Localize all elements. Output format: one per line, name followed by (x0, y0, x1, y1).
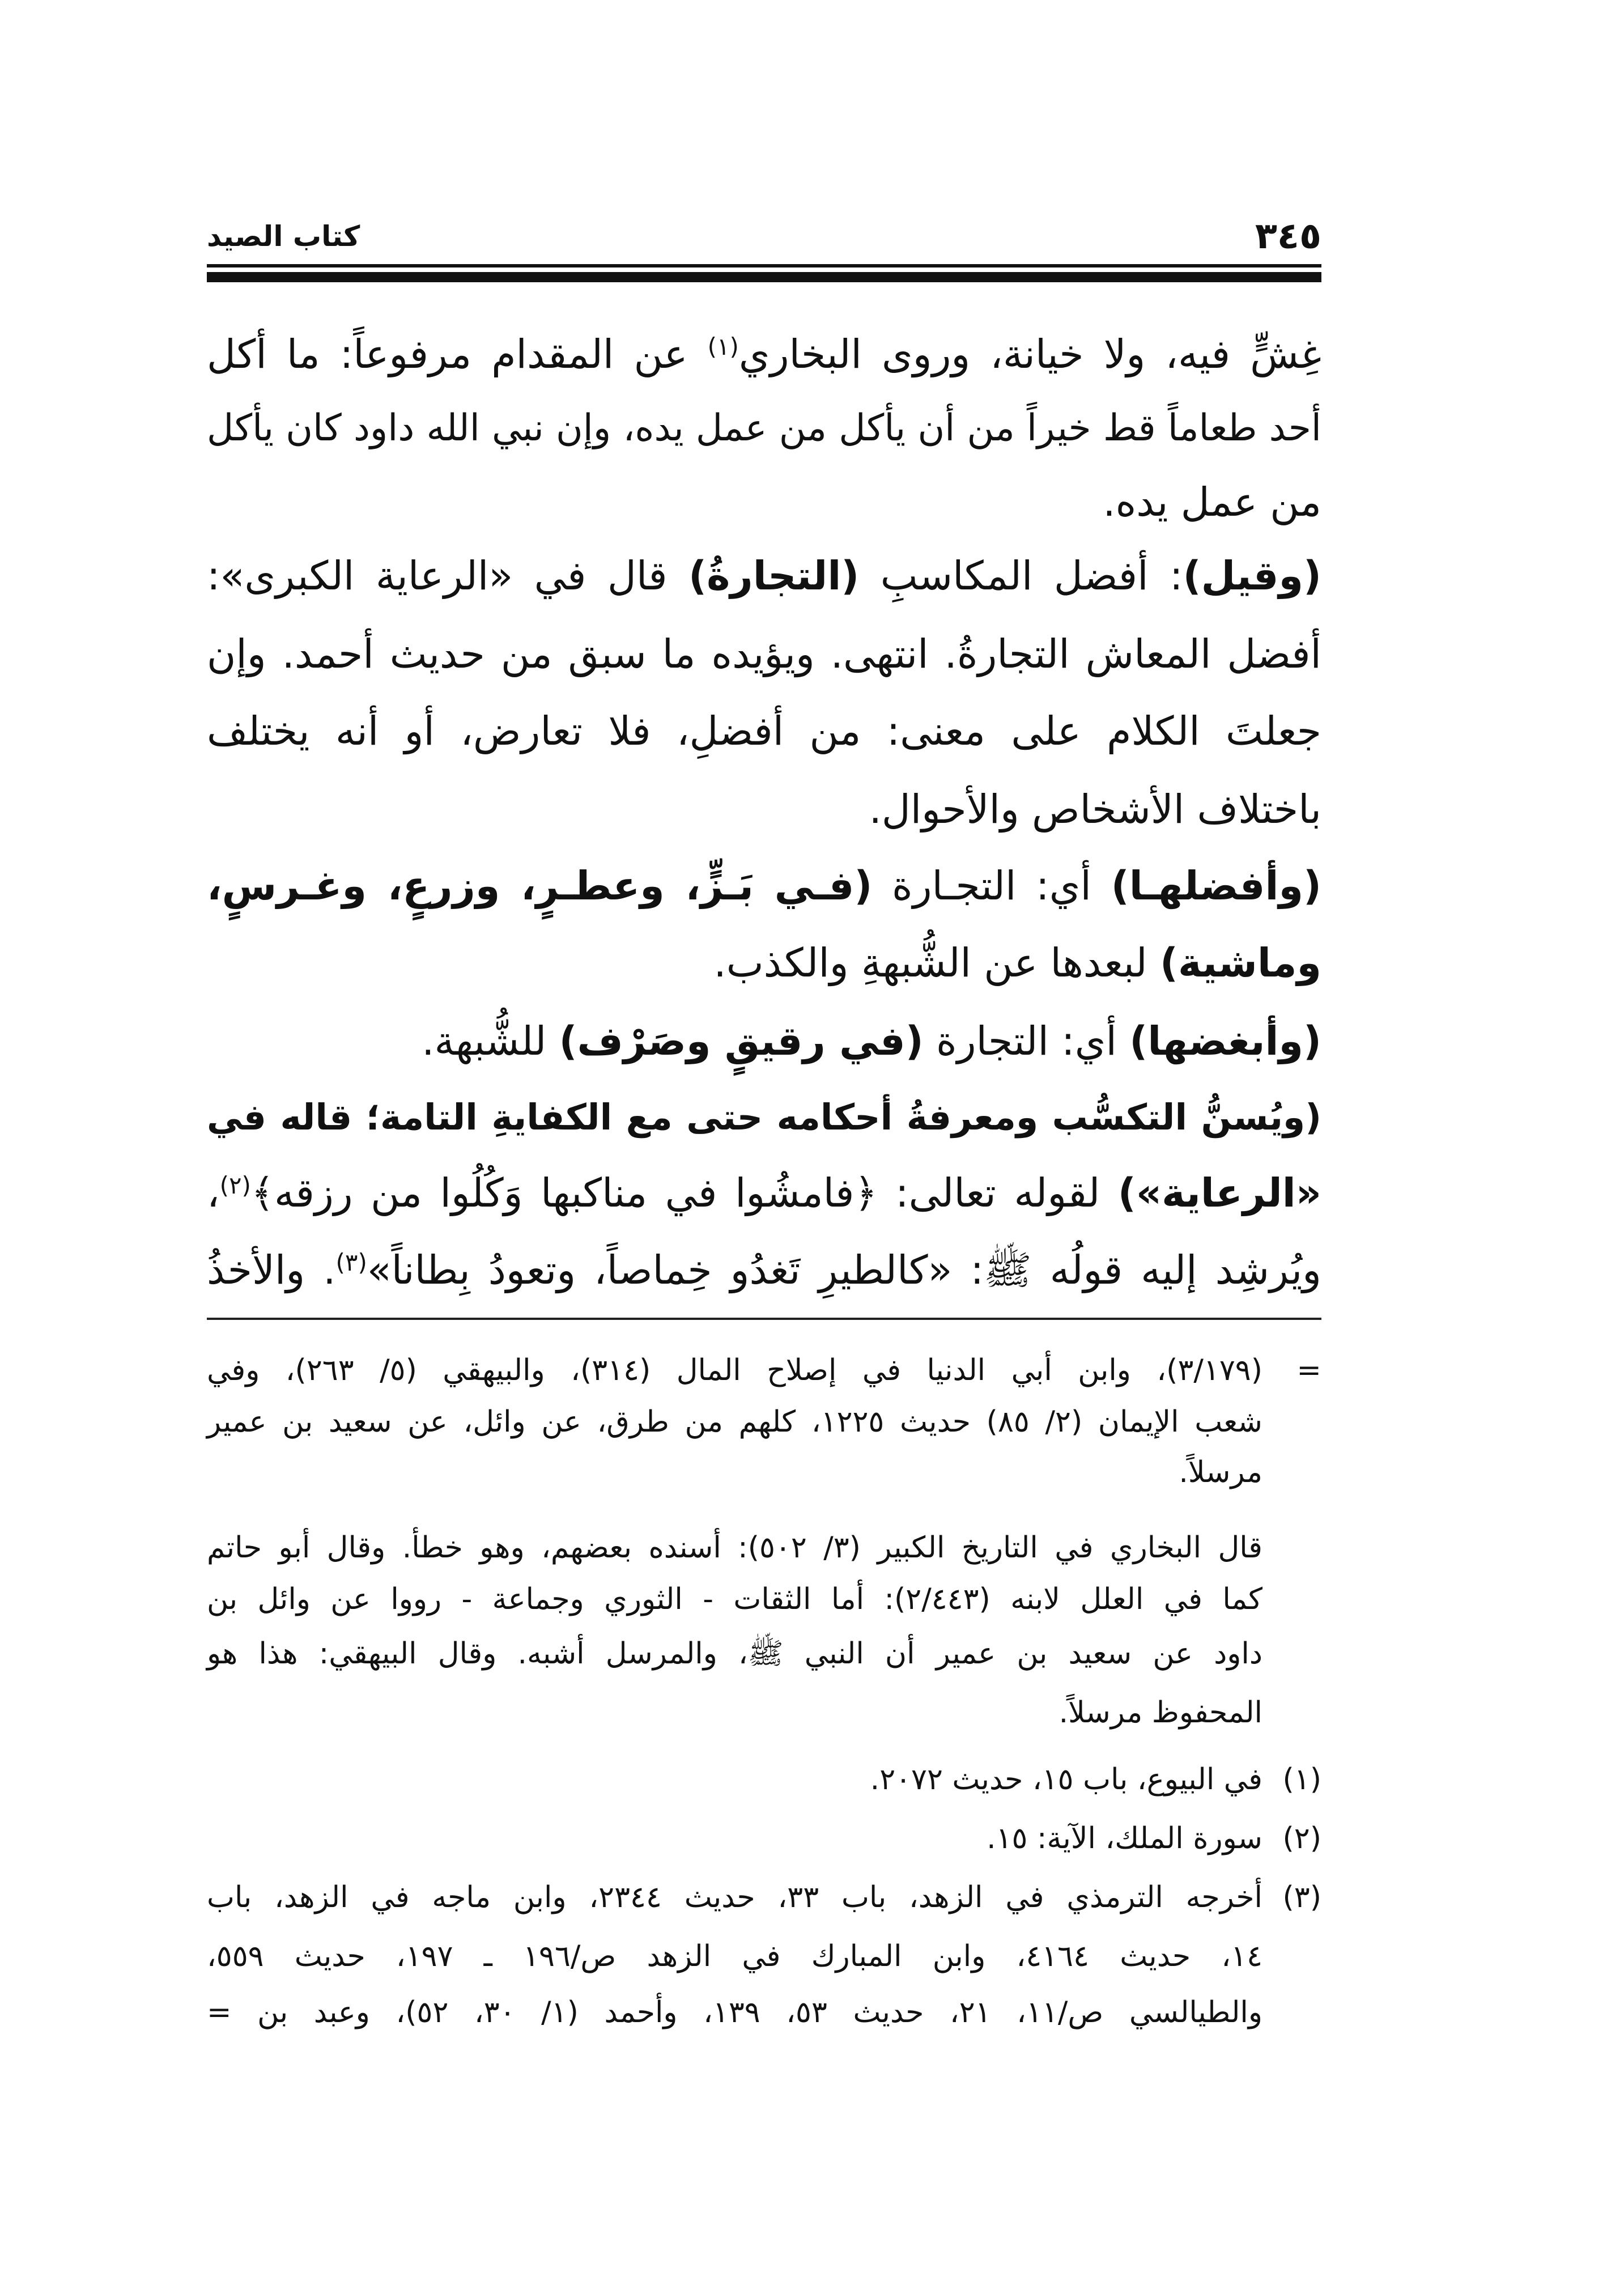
text-segment: للشُّبهة. (422, 1018, 559, 1064)
running-title: كتاب الصيد (207, 220, 360, 253)
text-segment: : أفضل المكاسبِ (859, 553, 1183, 599)
main-text-line (207, 465, 1321, 539)
matn-text: (فـي بَـزٍّ، وعطـرٍ، وزرعٍ، وغـرسٍ، (207, 863, 873, 909)
footnote-text: داود عن سعيد بن عمير أن النبي ﷺ، والمرسل أشبه. وقال البيهقي: هذا هو (207, 1637, 1262, 1671)
footnote-line (207, 1687, 1321, 1738)
main-text-line (207, 617, 1321, 691)
footnote-reference: (١) (707, 332, 739, 360)
text-segment: لقوله تعالى: ﴿فامشُوا في مناكبها وَكُلُوا من رزقه﴾ (250, 1170, 1118, 1216)
footnote-line (207, 1987, 1321, 2038)
footnote-line (207, 1574, 1321, 1625)
text-segment: ويُرشِد إليه قولُه ﷺ: «كالطيرِ تَغدُو خِماصاً، وتعودُ بِطاناً» (367, 1247, 1321, 1293)
main-text-line (207, 772, 1321, 846)
footnote-text: ١٤، حديث ٤١٦٤، وابن المبارك في الزهد ص/١٩٦ ـ ١٩٧، حديث ٥٥٩، (207, 1939, 1262, 1973)
footnote-line (207, 1396, 1321, 1447)
text-segment: ، (207, 1170, 220, 1216)
footnote-text: مرسلاً. (1179, 1455, 1262, 1489)
main-text-line (207, 392, 1321, 465)
footnote-text: كما في العلل لابنه (٢/٤٤٣): أما الثقات - الثوري وجماعة - رووا عن وائل بن (207, 1582, 1262, 1616)
text-segment: أي: التجـارة (872, 863, 1111, 909)
text-segment: قال في «الرعاية الكبرى»: (207, 553, 689, 599)
footnote-text: في البيوع، باب ١٥، حديث ٢٠٧٢. (870, 1763, 1262, 1797)
text-segment: لبعدها عن الشُّبهةِ والكذب. (713, 940, 1160, 986)
text-segment: من عمل يده. (1103, 479, 1321, 525)
matn-text: (ويُسنُّ التكسُّب ومعرفةُ أحكامه حتى مع الكفايةِ التامة؛ قاله في (207, 1097, 1321, 1138)
main-text-line (207, 1081, 1321, 1154)
matn-text: (في رقيقٍ وصَرْف) (559, 1018, 924, 1064)
footnote-text: أخرجه الترمذي في الزهد، باب ٣٣، حديث ٢٣٤٤، وابن ماجه في الزهد، باب (207, 1880, 1262, 1914)
footnote-line (207, 1628, 1321, 1679)
matn-text: (وأبغضها) (1129, 1018, 1321, 1064)
footnote-text: والطيالسي ص/١١، ٢١، حديث ٥٣، ١٣٩، وأحمد (١/ ٣٠، ٥٢)، وعبد بن = (207, 1995, 1262, 2029)
main-text-line (207, 1004, 1321, 1078)
running-header (207, 211, 1321, 262)
footnote-text: شعب الإيمان (٢/ ٨٥) حديث ١٢٢٥، كلهم من طرق، عن وائل، عن سعيد بن عمير (207, 1405, 1262, 1439)
text-segment: باختلاف الأشخاص والأحوال. (869, 786, 1321, 833)
header-rule-thick (207, 272, 1321, 282)
footnote-line (207, 1345, 1321, 1396)
main-text-line (207, 1233, 1321, 1307)
matn-text: «الرعاية») (1117, 1170, 1321, 1216)
text-segment: . والأخذُ (207, 1247, 336, 1293)
footnote-continuation-marker: = (1296, 1353, 1321, 1387)
main-text-line (207, 1156, 1321, 1230)
footnote-line (207, 1522, 1321, 1573)
footnote-text: قال البخاري في التاريخ الكبير (٣/ ٥٠٢): أسنده بعضهم، وهو خطأ. وقال أبو حاتم (207, 1531, 1262, 1565)
main-text-line (207, 849, 1321, 923)
text-segment: غِشٍّ فيه، ولا خيانة، وروى البخاري (738, 331, 1322, 377)
footnote-number: (١) (1282, 1763, 1321, 1797)
footnote-line (207, 1447, 1321, 1498)
matn-text: (التجارةُ) (688, 553, 860, 599)
matn-text: وماشية) (1160, 940, 1321, 986)
text-segment: عن المقدام مرفوعاً: ما أكل (207, 331, 708, 377)
footnote-line (207, 1872, 1321, 1923)
main-text-line (207, 539, 1321, 613)
footnote-line (207, 1931, 1321, 1982)
text-segment: أي: التجارة (923, 1018, 1130, 1064)
footnote-text: (٣/١٧٩)، وابن أبي الدنيا في إصلاح المال (٣١٤)، والبيهقي (٥/ ٢٦٣)، وفي (207, 1353, 1262, 1387)
footnote-line (207, 1754, 1321, 1805)
footnote-line (207, 1813, 1321, 1864)
header-rule-thin (207, 264, 1321, 267)
footnote-separator (207, 1318, 1321, 1320)
text-segment: جعلتَ الكلام على معنى: من أفضلِ، فلا تعارض، أو أنه يختلف (207, 708, 1321, 754)
footnote-text: المحفوظ مرسلاً. (1058, 1696, 1262, 1730)
text-segment: أفضل المعاش التجارةُ. انتهى. ويؤيده ما سبق من حديث أحمد. وإن (207, 631, 1321, 677)
text-segment: أحد طعاماً قط خيراً من أن يأكل من عمل يده، وإن نبي الله داود كان يأكل (207, 407, 1321, 449)
footnote-reference: (٣) (335, 1248, 367, 1276)
footnote-reference: (٢) (219, 1171, 251, 1199)
footnote-number: (٣) (1282, 1880, 1321, 1914)
main-text-line (207, 926, 1321, 1000)
main-text-line (207, 317, 1321, 391)
main-text-line (207, 694, 1321, 768)
footnote-text: سورة الملك، الآية: ١٥. (987, 1821, 1262, 1855)
footnote-number: (٢) (1282, 1821, 1321, 1855)
page-number: ٣٤٥ (1255, 215, 1321, 257)
matn-text: (وأفضلهـا) (1111, 863, 1321, 909)
matn-text: (وقيل) (1183, 553, 1321, 599)
